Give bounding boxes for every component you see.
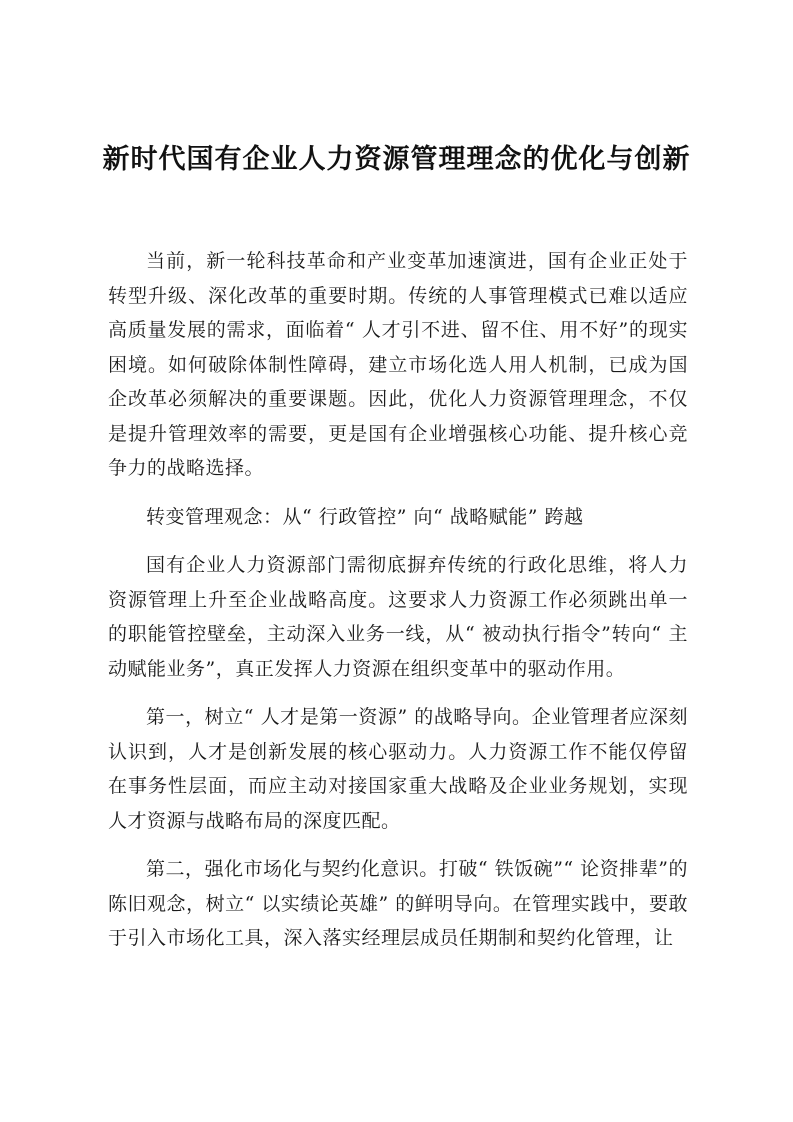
document-body [108, 244, 688, 970]
paragraph-point-two: 第二，强化市场化与契约化意识。打破“ 铁饭碗”“ 论资排辈”的陈旧观念，树立“ 以实绩论英雄” 的鲜明导向。在管理实践中，要敢于引入市场化工具，深入落实经理层成员任期制和契约化管理，让 [108, 858, 688, 949]
paragraph-intro: 当前，新一轮科技革命和产业变革加速演进，国有企业正处于转型升级、深化改革的重要时期。传统的人事管理模式已难以适应高质量发展的需求，面临着“ 人才引不进、留不住、用不好”的现实困境。如何破除体制性障碍，建立市场化选人用人机制，已成为国企改革必须解决的重要课题。因此，优化人力资源管理理念，不仅是提升管理效率的需要，更是国有企业增强核心功能、提升核心竞争力的战略选择。 [108, 250, 688, 479]
paragraph-point-one: 第一，树立“ 人才是第一资源” 的战略导向。企业管理者应深刻认识到，人才是创新发展的核心驱动力。人力资源工作不能仅停留在事务性层面，而应主动对接国家重大战略及企业业务规划，实现人才资源与战略布局的深度匹配。 [108, 706, 688, 832]
section-heading: 转变管理观念：从“ 行政管控” 向“ 战略赋能” 跨越 [146, 505, 584, 528]
paragraph-section-intro: 国有企业人力资源部门需彻底摒弃传统的行政化思维，将人力资源管理上升至企业战略高度。这要求人力资源工作必须跳出单一的职能管控壁垒，主动深入业务一线，从“ 被动执行指令”转向“ 主动赋能业务”，真正发挥人力资源在组织变革中的驱动作用。 [108, 554, 688, 680]
document-title: 新时代国有企业人力资源管理理念的优化与创新 [102, 144, 691, 175]
